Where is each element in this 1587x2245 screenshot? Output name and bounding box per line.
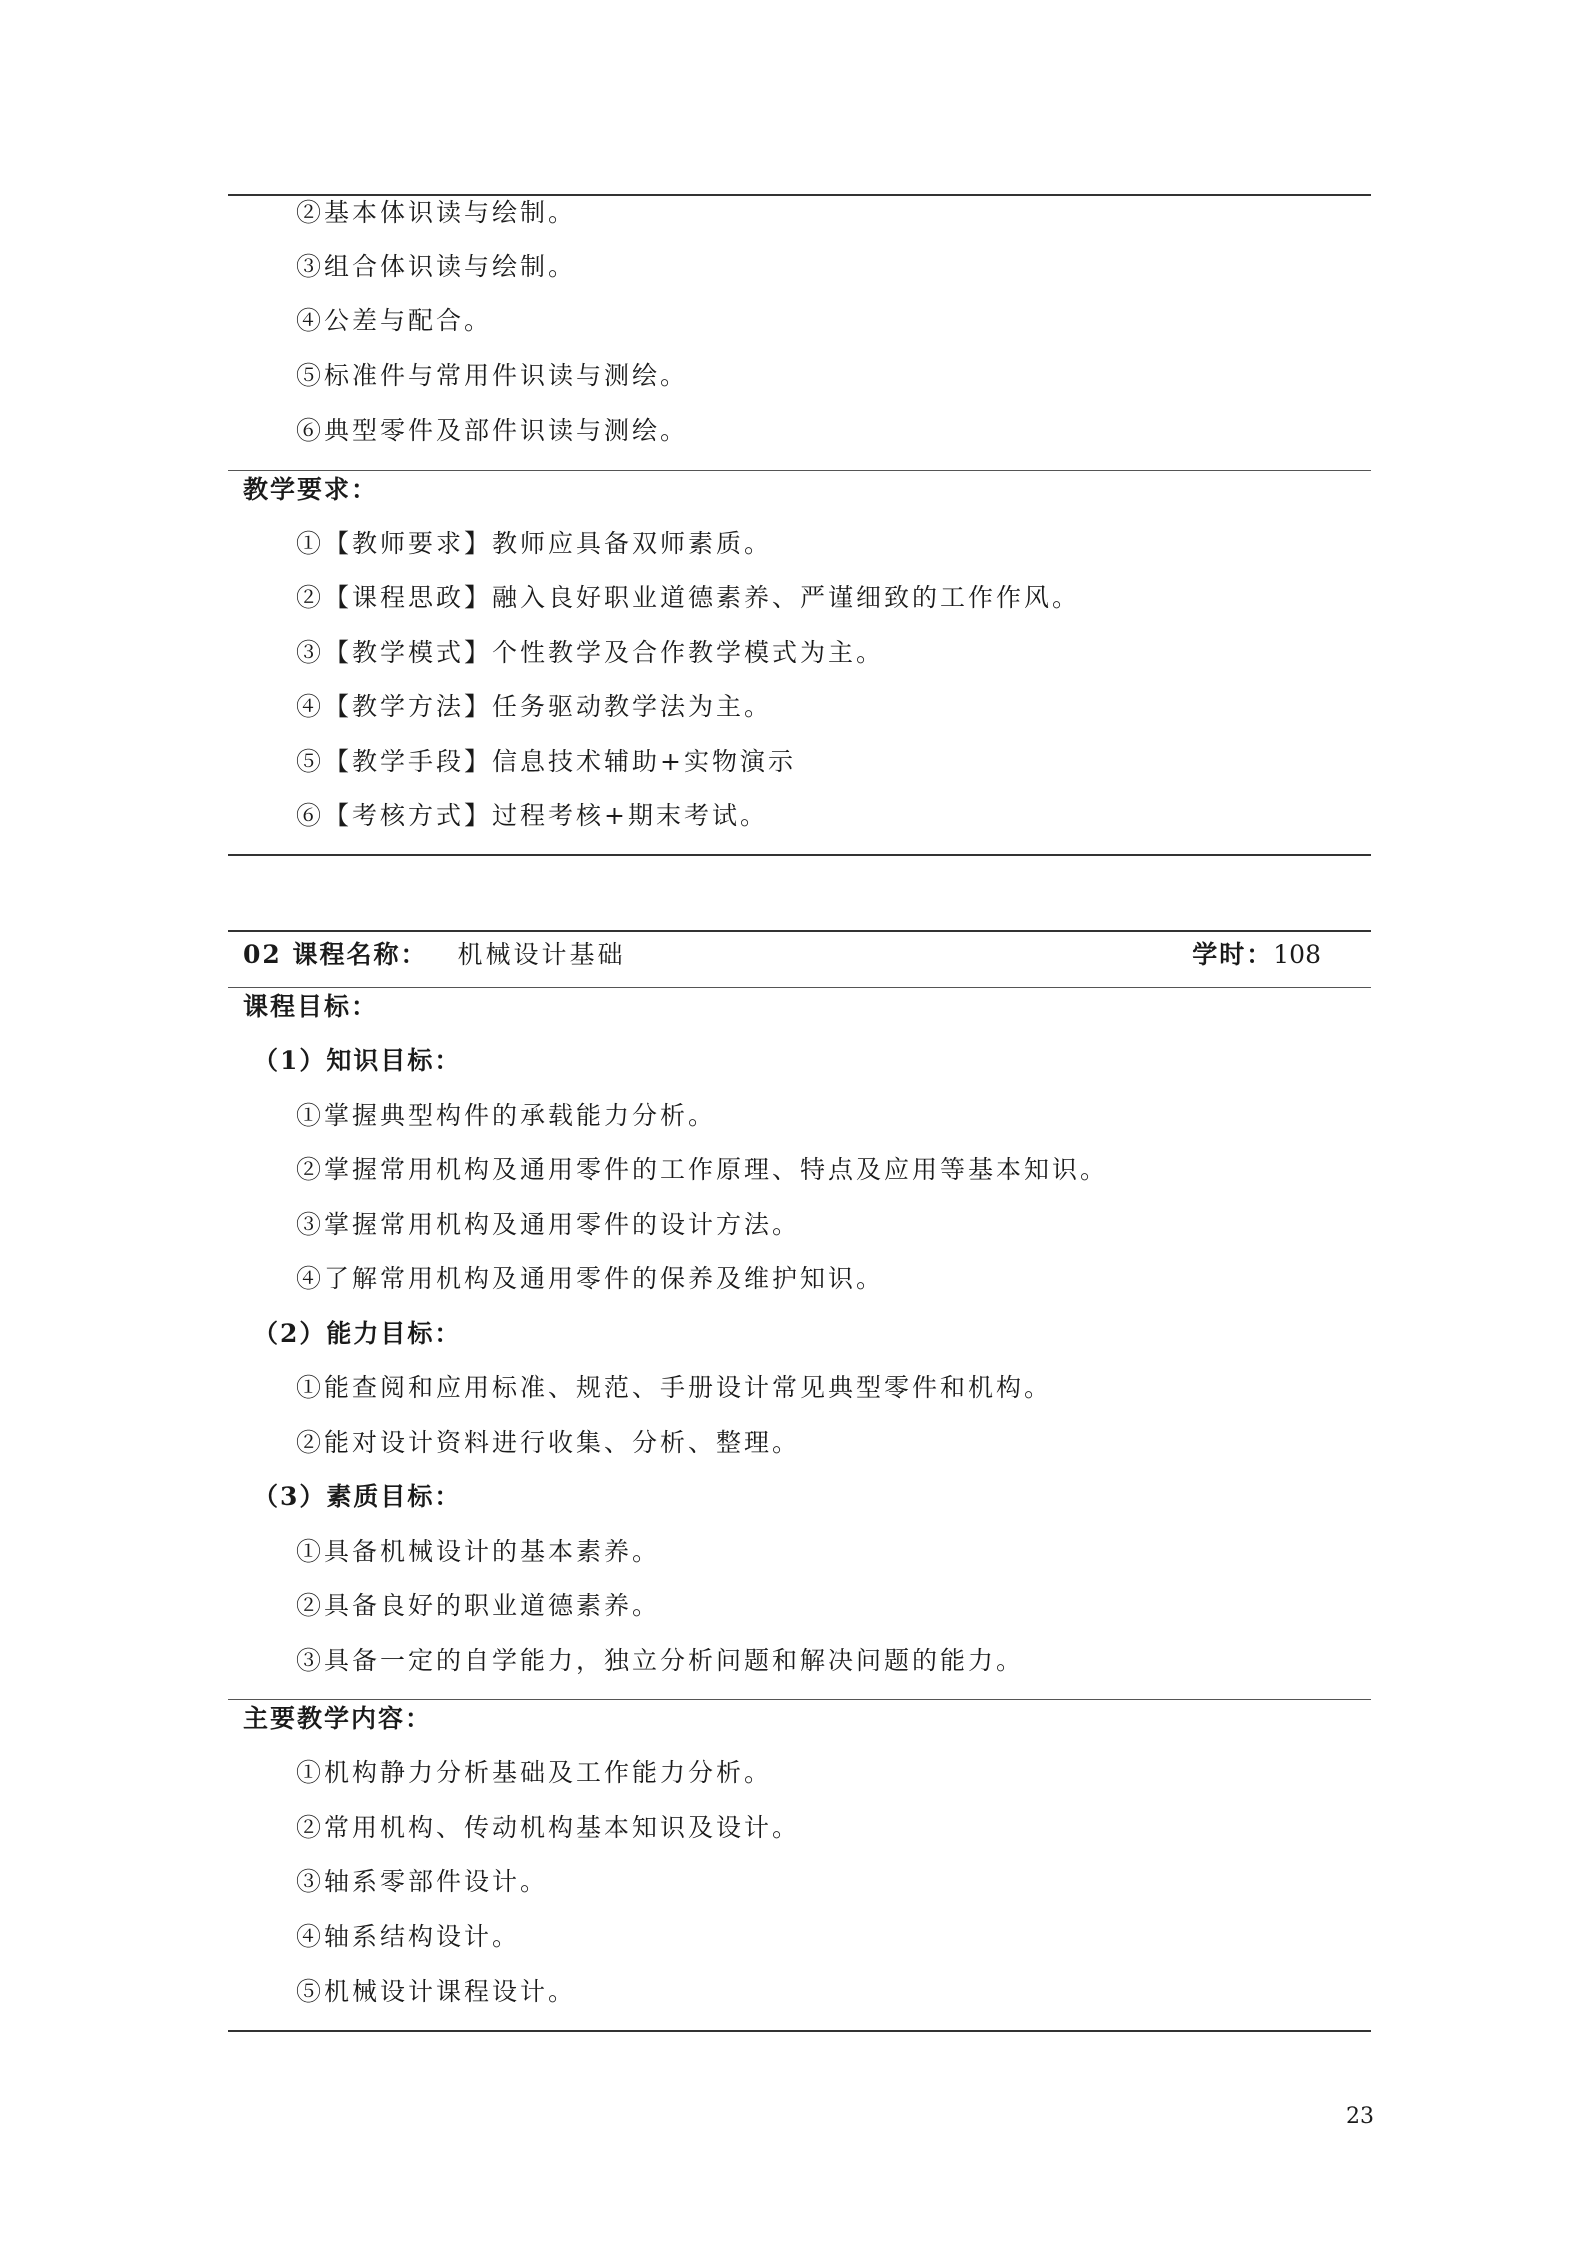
teaching-requirements-label: 教学要求： (243, 475, 379, 504)
course-hours (1192, 935, 1321, 975)
teaching-item: ④【教学方法】任务驱动教学法为主。 (296, 692, 773, 721)
teaching-item: ⑥【考核方式】过程考核+期末考试。 (296, 801, 768, 830)
content-item: ③轴系零部件设计。 (296, 1867, 549, 1896)
teaching-item: ③【教学模式】个性教学及合作教学模式为主。 (296, 638, 885, 667)
course-code-label: 02 课程名称： (243, 940, 428, 969)
content-item: ①机构静力分析基础及工作能力分析。 (296, 1758, 773, 1787)
content-item: ②基本体识读与绘制。 (296, 198, 577, 227)
content-item: ⑥典型零件及部件识读与测绘。 (296, 416, 689, 445)
knowledge-item: ②掌握常用机构及通用零件的工作原理、特点及应用等基本知识。 (296, 1155, 1109, 1184)
teaching-item: ⑤【教学手段】信息技术辅助+实物演示 (296, 747, 796, 776)
ability-goals-label: （2）能力目标： (253, 1319, 462, 1348)
content-item: ③组合体识读与绘制。 (296, 252, 577, 281)
knowledge-goals-label: （1）知识目标： (253, 1046, 462, 1075)
course-top-rule (228, 930, 1371, 932)
content-item: ④轴系结构设计。 (296, 1922, 521, 1951)
quality-item: ③具备一定的自学能力，独立分析问题和解决问题的能力。 (296, 1646, 1025, 1675)
course-bottom-rule (228, 2030, 1371, 2032)
ability-item: ②能对设计资料进行收集、分析、整理。 (296, 1428, 801, 1457)
section-bottom-rule (228, 854, 1371, 856)
knowledge-item: ①掌握典型构件的承载能力分析。 (296, 1101, 717, 1130)
knowledge-item: ④了解常用机构及通用零件的保养及维护知识。 (296, 1264, 885, 1293)
hours-label: 学时： (1192, 940, 1274, 969)
teaching-item: ②【课程思政】融入良好职业道德素养、严谨细致的工作作风。 (296, 583, 1081, 612)
section-divider (228, 470, 1371, 471)
quality-item: ①具备机械设计的基本素养。 (296, 1537, 661, 1566)
course-name: 机械设计基础 (457, 940, 626, 969)
content-item: ⑤机械设计课程设计。 (296, 1977, 577, 2006)
course-goals-label: 课程目标： (243, 992, 379, 1021)
knowledge-item: ③掌握常用机构及通用零件的设计方法。 (296, 1210, 801, 1239)
content-item: ②常用机构、传动机构基本知识及设计。 (296, 1813, 801, 1842)
ability-item: ①能查阅和应用标准、规范、手册设计常见典型零件和机构。 (296, 1373, 1053, 1402)
quality-item: ②具备良好的职业道德素养。 (296, 1591, 661, 1620)
section-divider (228, 1699, 1371, 1700)
quality-goals-label: （3）素质目标： (253, 1482, 462, 1511)
page-number: 23 (1346, 2104, 1374, 2129)
hours-value: 108 (1273, 940, 1321, 969)
main-content-label: 主要教学内容： (243, 1704, 433, 1733)
teaching-item: ①【教师要求】教师应具备双师素质。 (296, 529, 773, 558)
content-item: ④公差与配合。 (296, 306, 493, 335)
content-item: ⑤标准件与常用件识读与测绘。 (296, 361, 689, 390)
course-header-divider (228, 987, 1371, 988)
course-header (243, 935, 1321, 975)
